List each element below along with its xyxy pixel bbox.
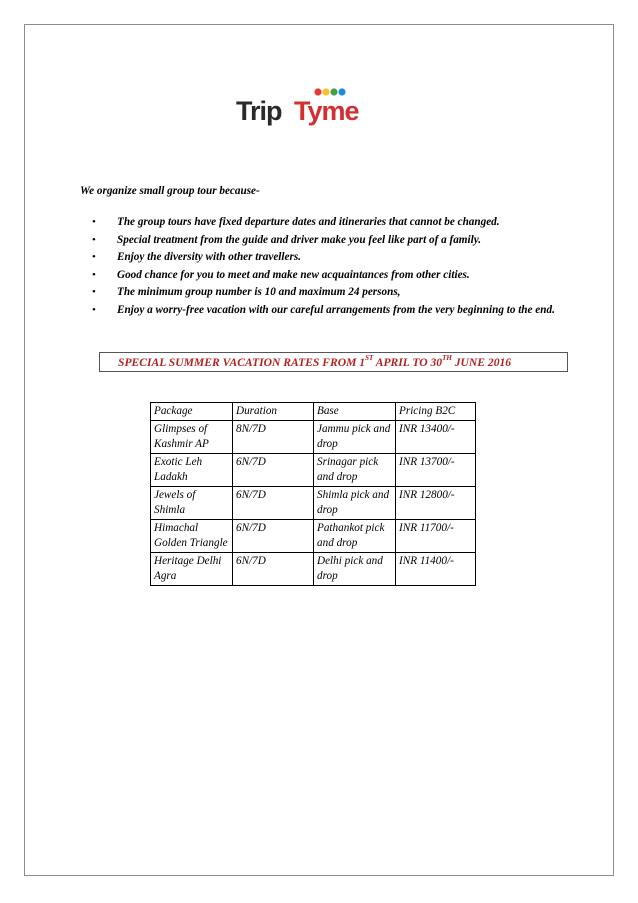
- rates-table: [150, 402, 476, 586]
- cell-price: INR 12800/-: [396, 486, 476, 519]
- bullet-icon: •: [92, 303, 96, 316]
- logo-dot-red: [314, 88, 321, 95]
- header-package: Package: [151, 403, 233, 421]
- cell-duration: 6N/7D: [233, 519, 314, 552]
- cell-price: INR 11400/-: [396, 552, 476, 585]
- bullet-icon: •: [92, 251, 96, 264]
- logo-dot-yellow: [322, 88, 329, 95]
- special-rates-banner: SPECIAL SUMMER VACATION RATES FROM 1ST APRIL TO 30TH JUNE 2016: [99, 352, 568, 372]
- cell-base: Delhi pick and drop: [314, 552, 396, 585]
- cell-duration: 6N/7D: [233, 552, 314, 585]
- reasons-list: [92, 214, 572, 320]
- reason-item: • Enjoy the diversity with other travellers.: [92, 249, 572, 267]
- bullet-icon: •: [92, 216, 96, 228]
- cell-price: INR 13700/-: [396, 453, 476, 486]
- cell-base: Jammu pick and drop: [314, 420, 396, 453]
- table-row: [151, 453, 476, 486]
- bullet-icon: •: [92, 286, 96, 299]
- logo-dots: [314, 88, 345, 95]
- logo-dot-green: [330, 88, 337, 95]
- header-base: Base: [314, 403, 396, 421]
- cell-base: Shimla pick and drop: [314, 486, 396, 519]
- cell-package: Jewels of Shimla: [151, 486, 233, 519]
- cell-price: INR 11700/-: [396, 519, 476, 552]
- cell-package: Exotic Leh Ladakh: [151, 453, 233, 486]
- header-duration: Duration: [233, 403, 314, 421]
- header-pricing: Pricing B2C: [396, 403, 476, 421]
- cell-package: Himachal Golden Triangle: [151, 519, 233, 552]
- bullet-icon: •: [92, 233, 96, 246]
- cell-price: INR 13400/-: [396, 420, 476, 453]
- cell-package: Glimpses of Kashmir AP: [151, 420, 233, 453]
- table-row: [151, 519, 476, 552]
- table-header-row: [151, 403, 476, 421]
- cell-duration: 6N/7D: [233, 486, 314, 519]
- reason-item: • Special treatment from the guide and driver make you feel like part of a family.: [92, 232, 572, 250]
- table-row: [151, 420, 476, 453]
- logo-dot-blue: [338, 88, 345, 95]
- logo-text-tyme: Tyme: [294, 96, 359, 126]
- logo-text-trip: Trip: [236, 96, 282, 126]
- reason-item: • Enjoy a worry-free vacation with our careful arrangements from the very beginning to the end.: [92, 302, 572, 320]
- bullet-icon: •: [92, 268, 96, 281]
- table-row: [151, 552, 476, 585]
- cell-duration: 8N/7D: [233, 420, 314, 453]
- cell-package: Heritage Delhi Agra: [151, 552, 233, 585]
- reason-item: • Good chance for you to meet and make new acquaintances from other cities.: [92, 267, 572, 285]
- reason-item: • The minimum group number is 10 and maximum 24 persons,: [92, 284, 572, 302]
- cell-base: Pathankot pick and drop: [314, 519, 396, 552]
- table-row: [151, 486, 476, 519]
- triptyme-logo: [234, 84, 364, 130]
- cell-duration: 6N/7D: [233, 453, 314, 486]
- reason-item: • The group tours have fixed departure dates and itineraries that cannot be changed.: [92, 214, 572, 232]
- intro-text: We organize small group tour because-: [80, 185, 260, 197]
- cell-base: Srinagar pick and drop: [314, 453, 396, 486]
